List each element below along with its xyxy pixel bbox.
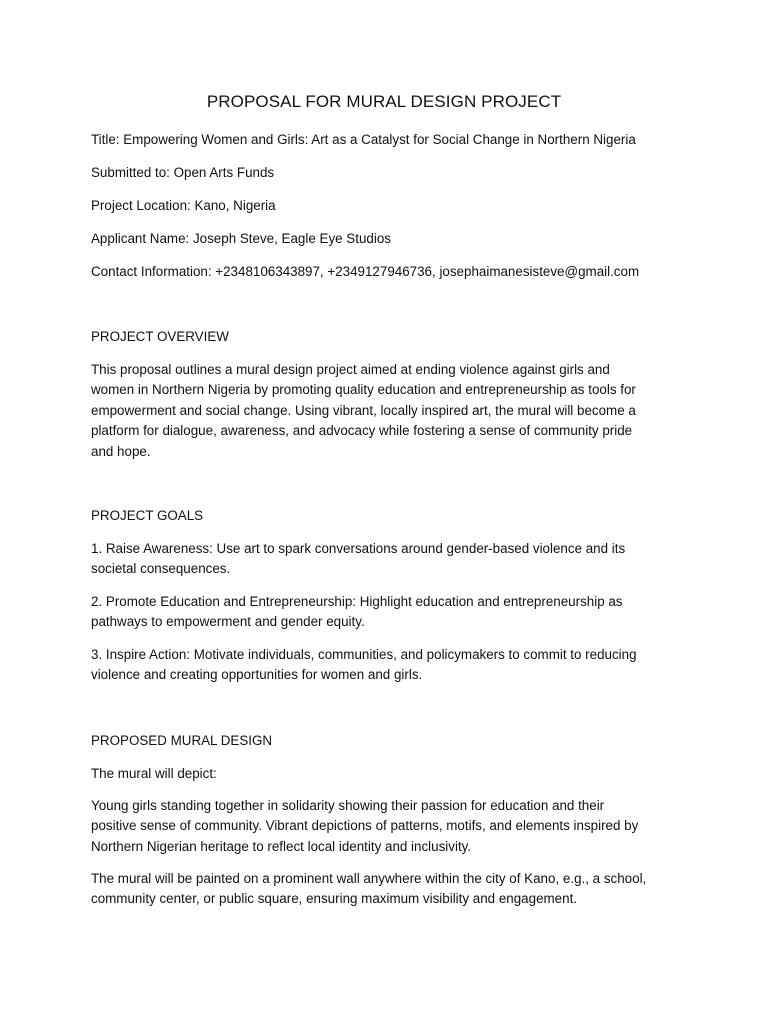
paragraph-line: platform for dialogue, awareness, and advocacy while fostering a sense of community pride	[91, 423, 633, 439]
design-intro-line: The mural will depict:	[91, 766, 217, 781]
paragraph-line: violence and creating opportunities for women and girls.	[91, 667, 423, 683]
paragraph-line: The mural will be painted on a prominent wall anywhere within the city of Kano, e.g., a school,	[91, 871, 647, 886]
section-heading-design: PROPOSED MURAL DESIGN	[91, 733, 273, 748]
paragraph-line: positive sense of community. Vibrant depictions of patterns, motifs, and elements inspired by	[91, 818, 639, 834]
paragraph-line: This proposal outlines a mural design project aimed at ending violence against girls and	[91, 362, 610, 377]
section-heading-goals: PROJECT GOALS	[91, 508, 204, 523]
paragraph-line: Young girls standing together in solidarity showing their passion for education and their	[91, 798, 605, 813]
paragraph-line: 3. Inspire Action: Motivate individuals, communities, and policymakers to commit to reducing	[91, 647, 637, 662]
paragraph-line: community center, or public square, ensuring maximum visibility and engagement.	[91, 891, 578, 907]
paragraph-line: pathways to empowerment and gender equity.	[91, 614, 365, 630]
goal-item-2	[91, 592, 691, 633]
paragraph-line: Northern Nigerian heritage to reflect local identity and inclusivity.	[91, 838, 472, 854]
paragraph-line: and hope.	[91, 443, 151, 459]
paragraph-line: 2. Promote Education and Entrepreneurship: Highlight education and entrepreneurship as	[91, 594, 623, 609]
submitted-to-line: Submitted to: Open Arts Funds	[91, 165, 275, 180]
contact-information-line: Contact Information: +2348106343897, +2349127946736, josephaimanesisteve@gmail.com	[91, 264, 640, 279]
paragraph-line: empowerment and social change. Using vibrant, locally inspired art, the mural will become a	[91, 402, 636, 418]
design-paragraph-1	[91, 796, 691, 857]
goal-item-1	[91, 539, 691, 580]
paragraph-line: societal consequences.	[91, 561, 231, 577]
design-paragraph-2	[91, 869, 691, 910]
paragraph-line: 1. Raise Awareness: Use art to spark conversations around gender-based violence and its	[91, 541, 626, 556]
overview-paragraph	[91, 360, 691, 462]
paragraph-line: women in Northern Nigeria by promoting quality education and entrepreneurship as tools for	[91, 382, 636, 398]
project-title-line: Title: Empowering Women and Girls: Art as a Catalyst for Social Change in Northern Nigeria	[91, 132, 636, 147]
document-title: PROPOSAL FOR MURAL DESIGN PROJECT	[206, 92, 562, 111]
applicant-name-line: Applicant Name: Joseph Steve, Eagle Eye Studios	[91, 231, 391, 246]
section-heading-overview: PROJECT OVERVIEW	[91, 329, 229, 344]
project-location-line: Project Location: Kano, Nigeria	[91, 198, 276, 213]
goal-item-3	[91, 645, 691, 686]
